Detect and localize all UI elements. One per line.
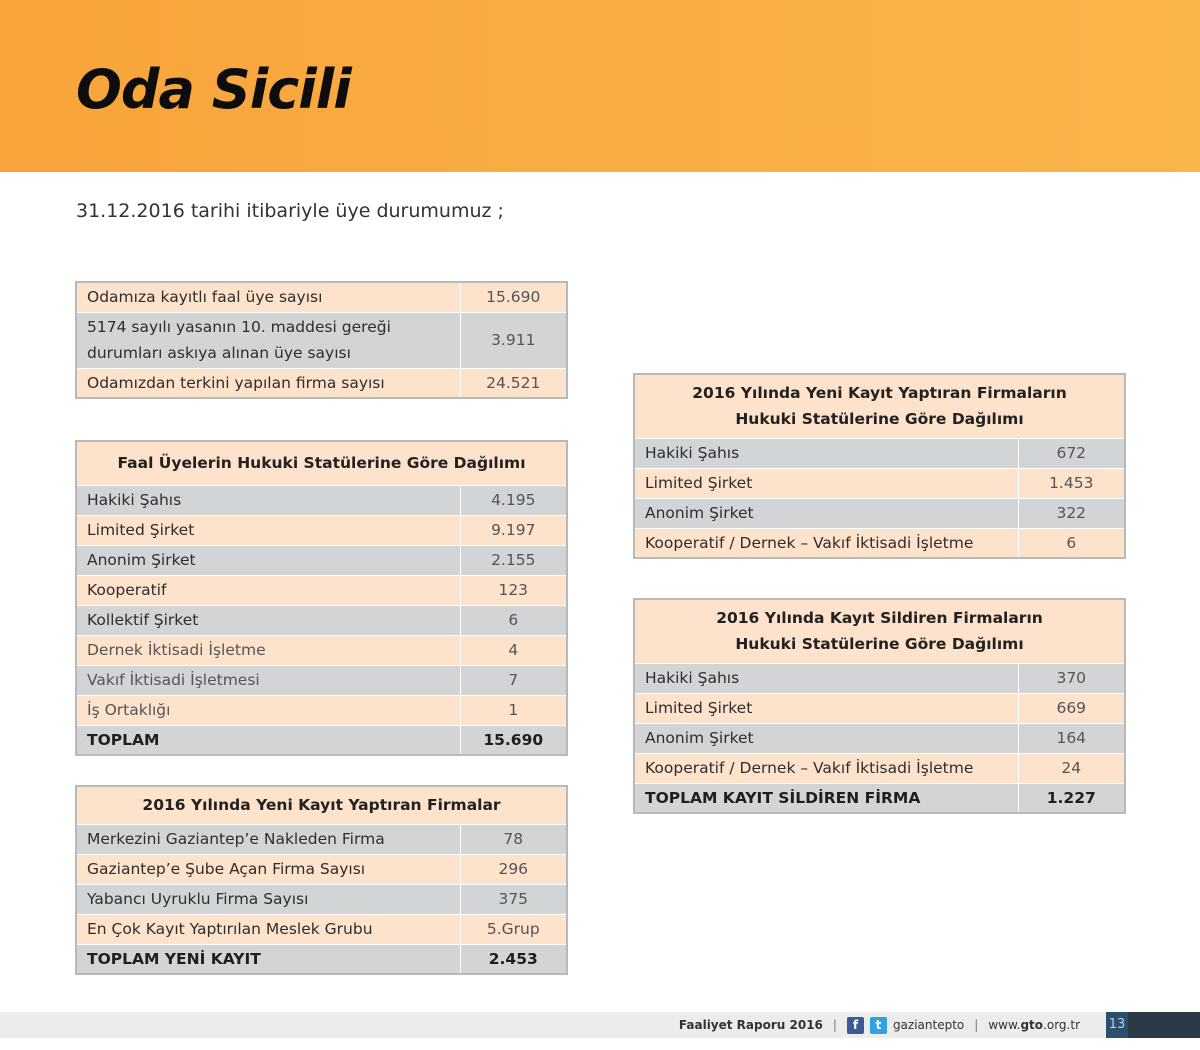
report-name: Faaliyet Raporu 2016 [678, 1018, 823, 1032]
row-label: Kooperatif [76, 575, 460, 605]
row-label: İş Ortaklığı [76, 695, 460, 725]
table-header-row [76, 786, 567, 824]
website-suffix: .org.tr [1043, 1018, 1080, 1032]
row-value: 375 [460, 884, 567, 914]
row-value: 164 [1018, 723, 1125, 753]
table-row [76, 824, 567, 854]
row-label: Kooperatif / Dernek – Vakıf İktisadi İşletme [634, 528, 1018, 558]
table-row [634, 693, 1125, 723]
row-label: Dernek İktisadi İşletme [76, 635, 460, 665]
row-value: 9.197 [460, 515, 567, 545]
total-label: TOPLAM [76, 725, 460, 755]
table-title [634, 374, 1125, 438]
row-value: 24 [1018, 753, 1125, 783]
table-row [634, 753, 1125, 783]
table-row [76, 368, 567, 398]
table-row [76, 605, 567, 635]
table-total-row [76, 725, 567, 755]
intro-text: 31.12.2016 tarihi itibariyle üye durumumuz ; [76, 200, 504, 222]
new-registration-legal-status-table [633, 373, 1126, 559]
row-label: Hakiki Şahıs [634, 663, 1018, 693]
table-row [76, 515, 567, 545]
row-label: Gaziantep’e Şube Açan Firma Sayısı [76, 854, 460, 884]
table-row [76, 695, 567, 725]
footer-separator: | [974, 1018, 979, 1032]
table-title: 2016 Yılında Yeni Kayıt Yaptıran Firmalar [76, 786, 567, 824]
total-label: TOPLAM KAYIT SİLDİREN FİRMA [634, 783, 1018, 813]
row-label: Hakiki Şahıs [634, 438, 1018, 468]
table-title-line: Hukuki Statülerine Göre Dağılımı [735, 410, 1024, 429]
row-value: 24.521 [460, 368, 567, 398]
table-row [634, 723, 1125, 753]
total-value: 2.453 [460, 944, 567, 974]
row-value: 1 [460, 695, 567, 725]
row-value: 5.Grup [460, 914, 567, 944]
row-value: 123 [460, 575, 567, 605]
row-value: 2.155 [460, 545, 567, 575]
table-title-line: 2016 Yılında Yeni Kayıt Yaptıran Firmaların [692, 384, 1067, 403]
row-value: 370 [1018, 663, 1125, 693]
table-row [634, 498, 1125, 528]
row-label: Kollektif Şirket [76, 605, 460, 635]
row-label: Limited Şirket [76, 515, 460, 545]
row-label: Kooperatif / Dernek – Vakıf İktisadi İşletme [634, 753, 1018, 783]
website-domain: gto [1020, 1018, 1044, 1032]
row-value: 3.911 [460, 312, 567, 368]
row-label: Hakiki Şahıs [76, 485, 460, 515]
twitter-icon[interactable]: t [870, 1017, 887, 1034]
total-value: 1.227 [1018, 783, 1125, 813]
row-value: 1.453 [1018, 468, 1125, 498]
page-number: 13 [1106, 1012, 1128, 1038]
table-title-line: 2016 Yılında Kayıt Sildiren Firmaların [716, 609, 1043, 628]
table-header-row [76, 441, 567, 485]
row-label: Anonim Şirket [634, 723, 1018, 753]
row-value: 669 [1018, 693, 1125, 723]
table-title-line: Hukuki Statülerine Göre Dağılımı [735, 635, 1024, 654]
row-value: 15.690 [460, 282, 567, 312]
table-row [76, 485, 567, 515]
row-label: Anonim Şirket [634, 498, 1018, 528]
table-row [76, 545, 567, 575]
header-banner [0, 0, 1200, 172]
new-registration-table [75, 785, 568, 975]
faal-distribution-table [75, 440, 568, 756]
row-value: 4 [460, 635, 567, 665]
facebook-icon[interactable]: f [847, 1017, 864, 1034]
row-value: 6 [1018, 528, 1125, 558]
row-value: 296 [460, 854, 567, 884]
row-value: 322 [1018, 498, 1125, 528]
row-label: Merkezini Gaziantep’e Nakleden Firma [76, 824, 460, 854]
footer-separator: | [832, 1018, 837, 1032]
row-label: Anonim Şirket [76, 545, 460, 575]
table-row [76, 312, 567, 368]
table-header-row [634, 599, 1125, 663]
total-label: TOPLAM YENİ KAYIT [76, 944, 460, 974]
table-row [76, 914, 567, 944]
row-label: Limited Şirket [634, 693, 1018, 723]
table-row [76, 884, 567, 914]
table-title [634, 599, 1125, 663]
footer-accent [1128, 1012, 1200, 1038]
table-row [76, 665, 567, 695]
summary-table [75, 281, 568, 399]
website-prefix: www. [988, 1018, 1021, 1032]
table-total-row [634, 783, 1125, 813]
row-label: 5174 sayılı yasanın 10. maddesi gereği durumları askıya alınan üye sayısı [76, 312, 460, 368]
total-value: 15.690 [460, 725, 567, 755]
row-label: Odamızdan terkini yapılan firma sayısı [76, 368, 460, 398]
row-value: 78 [460, 824, 567, 854]
table-row [634, 528, 1125, 558]
footer-info [679, 1012, 1080, 1038]
table-row [76, 854, 567, 884]
table-row [76, 282, 567, 312]
table-header-row [634, 374, 1125, 438]
table-total-row [76, 944, 567, 974]
row-label: Limited Şirket [634, 468, 1018, 498]
row-label: Odamıza kayıtlı faal üye sayısı [76, 282, 460, 312]
row-label: En Çok Kayıt Yaptırılan Meslek Grubu [76, 914, 460, 944]
table-row [634, 438, 1125, 468]
row-value: 7 [460, 665, 567, 695]
row-label: Vakıf İktisadi İşletmesi [76, 665, 460, 695]
table-row [76, 575, 567, 605]
website-link[interactable] [988, 1012, 1080, 1038]
row-value: 6 [460, 605, 567, 635]
deregistration-legal-status-table [633, 598, 1126, 814]
page-title: Oda Sicili [76, 58, 351, 121]
row-label: Yabancı Uyruklu Firma Sayısı [76, 884, 460, 914]
social-handle[interactable]: gaziantepto [892, 1018, 965, 1032]
table-row [76, 635, 567, 665]
table-title: Faal Üyelerin Hukuki Statülerine Göre Dağılımı [76, 441, 567, 485]
row-value: 4.195 [460, 485, 567, 515]
table-row [634, 468, 1125, 498]
row-value: 672 [1018, 438, 1125, 468]
table-row [634, 663, 1125, 693]
